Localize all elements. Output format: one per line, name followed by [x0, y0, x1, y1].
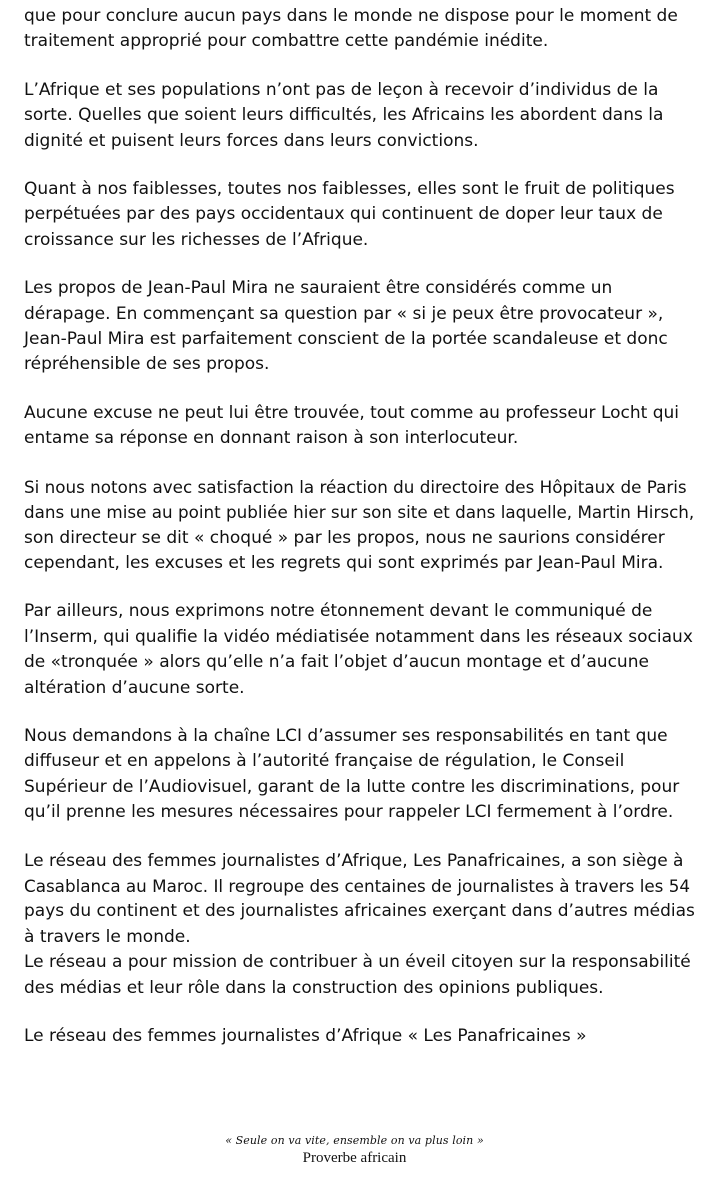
text-line: cependant, les excuses et les regrets qui sont exprimés par Jean-Paul Mira.	[24, 552, 664, 573]
text-line: pays du continent et des journalistes africaines exerçant dans d’autres médias	[24, 901, 695, 922]
text-line: qu’il prenne les mesures nécessaires pour rappeler LCI fermement à l’ordre.	[24, 802, 674, 823]
text-line: Si nous notons avec satisfaction la réaction du directoire des Hôpitaux de Paris	[24, 476, 687, 497]
text-line: sorte. Quelles que soient leurs difficultés, les Africains les abordent dans la	[24, 105, 664, 126]
text-line: Supérieur de l’Audiovisuel, garant de la lutte contre les discriminations, pour	[24, 776, 680, 797]
text-line: L’Afrique et ses populations n’ont pas de leçon à recevoir d’individus de la	[24, 79, 659, 100]
text-line: que pour conclure aucun pays dans le monde ne dispose pour le moment de	[24, 6, 678, 26]
text-line: croissance sur les richesses de l’Afrique.	[24, 229, 369, 250]
paragraph-6	[24, 475, 696, 577]
text-line: entame sa réponse en donnant raison à son interlocuteur.	[24, 428, 519, 449]
document-body	[24, 4, 696, 1072]
footer	[0, 1133, 709, 1167]
text-line: Quant à nos faiblesses, toutes nos faiblesses, elles sont le fruit de politiques	[24, 179, 675, 200]
text-line: à travers le monde.	[24, 926, 191, 947]
footer-quote: « Seule on va vite, ensemble on va plus loin »	[225, 1134, 484, 1147]
paragraph-3	[24, 177, 696, 253]
text-line: dignité et puisent leurs forces dans leurs convictions.	[24, 130, 479, 151]
text-line: Nous demandons à la chaîne LCI d’assumer ses responsabilités en tant que	[24, 725, 668, 746]
text-line: Casablanca au Maroc. Il regroupe des centaines de journalistes à travers les 54	[24, 875, 691, 896]
text-line: Aucune excuse ne peut lui être trouvée, tout comme au professeur Locht qui	[24, 402, 680, 423]
text-line: Par ailleurs, nous exprimons notre étonnement devant le communiqué de	[24, 601, 653, 622]
text-line: Jean-Paul Mira est parfaitement conscient de la portée scandaleuse et donc	[24, 329, 668, 350]
text-line: traitement approprié pour combattre cette pandémie inédite.	[24, 31, 549, 52]
text-line: Les propos de Jean-Paul Mira ne sauraient être considérés comme un	[24, 278, 613, 299]
text-line: Le réseau a pour mission de contribuer à un éveil citoyen sur la responsabilité	[24, 952, 691, 973]
paragraph-7	[24, 599, 696, 701]
text-line: dérapage. En commençant sa question par « si je peux être provocateur »,	[24, 303, 664, 324]
text-line: Le réseau des femmes journalistes d’Afrique, Les Panafricaines, a son siège à	[24, 850, 684, 871]
text-line: de «tronquée » alors qu’elle n’a fait l’objet d’aucun montage et d’aucune	[24, 652, 649, 673]
text-line: dans une mise au point publiée hier sur son site et dans laquelle, Martin Hirsch,	[24, 502, 695, 523]
text-line: des médias et leur rôle dans la construction des opinions publiques.	[24, 977, 604, 998]
text-line: l’Inserm, qui qualifie la vidéo médiatisée notamment dans les réseaux sociaux	[24, 626, 693, 647]
signature-text: Le réseau des femmes journalistes d’Afrique « Les Panafricaines »	[24, 1026, 587, 1046]
paragraph-8	[24, 724, 696, 826]
paragraph-4	[24, 276, 696, 378]
text-line: perpétuées par des pays occidentaux qui continuent de doper leur taux de	[24, 204, 663, 225]
text-line: altération d’aucune sorte.	[24, 677, 245, 698]
signature	[24, 1024, 696, 1049]
paragraph-1	[24, 4, 696, 55]
paragraph-2	[24, 78, 696, 154]
text-line: son directeur se dit « choqué » par les propos, nous ne saurions considérer	[24, 527, 665, 548]
footer-source: Proverbe africain	[302, 1150, 407, 1166]
paragraph-5	[24, 401, 696, 452]
text-line: diffuseur et en appelons à l’autorité française de régulation, le Conseil	[24, 751, 625, 772]
paragraph-9	[24, 849, 696, 1001]
text-line: répréhensible de ses propos.	[24, 354, 270, 375]
